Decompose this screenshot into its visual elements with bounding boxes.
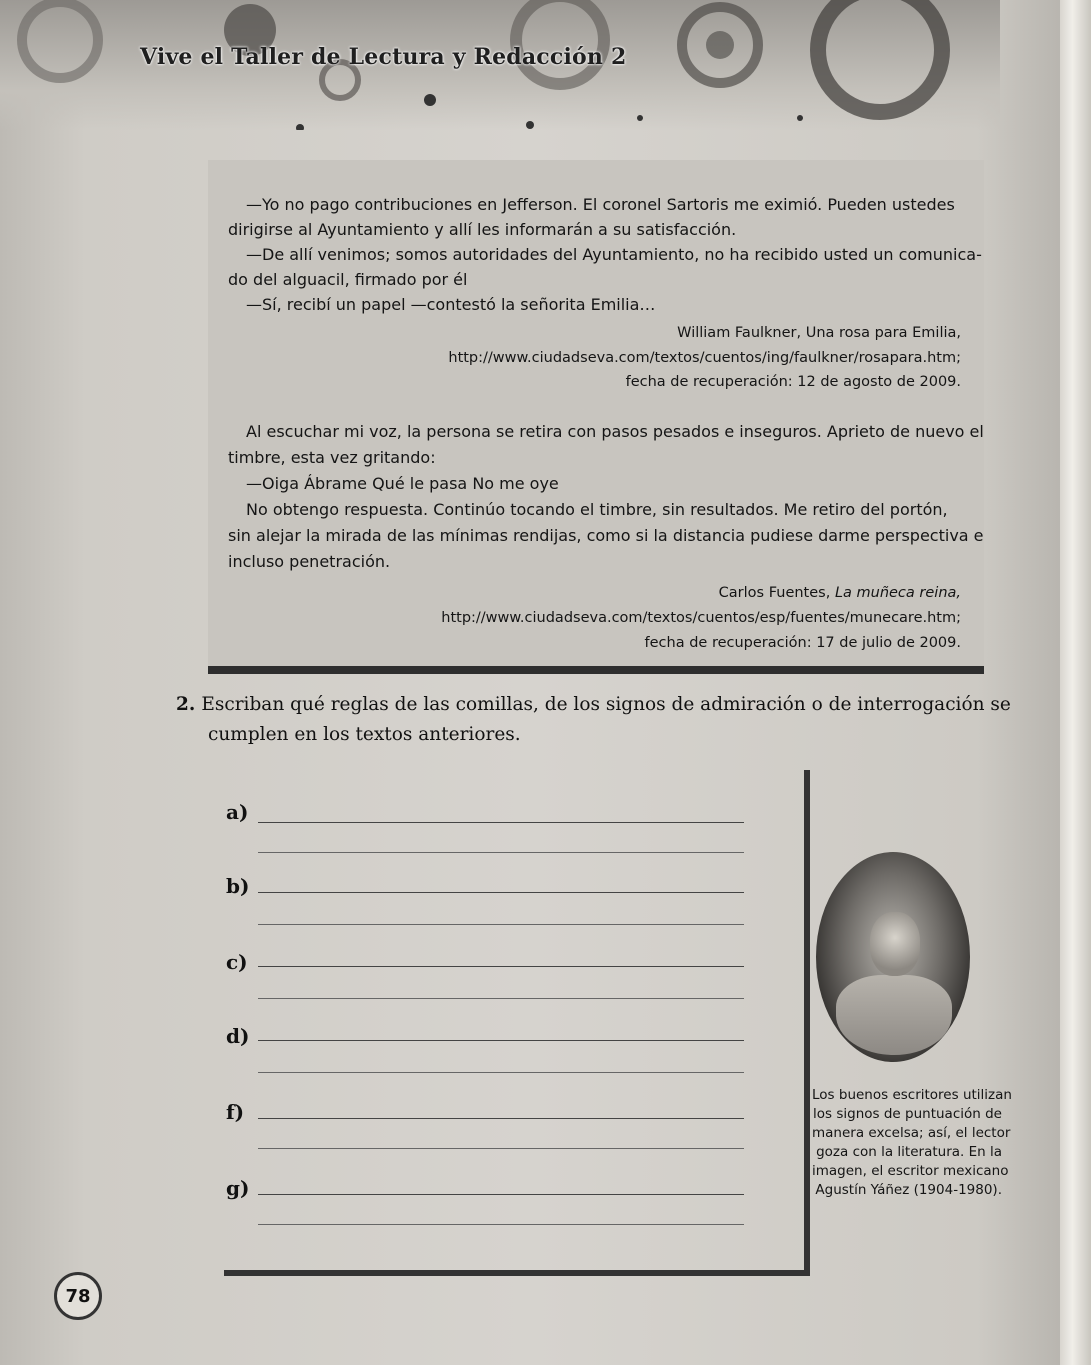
quote2-line-5: sin alejar la mirada de las mínimas rendijas, como si la distancia pudiese darme perspectiva e [228,526,984,545]
answer-label-c: c) [226,950,248,974]
quote2-citation-3: fecha de recuperación: 17 de julio de 2009. [644,635,961,651]
caption-line-6: Agustín Yáñez (1904-1980). [815,1182,1002,1198]
quote1-line-5: —Sí, recibí un papel —contestó la señorita Emilia… [246,295,656,314]
quote1-line-3: —De allí venimos; somos autoridades del Ayuntamiento, no ha recibido usted un comunica- [246,245,982,264]
answer-line-c-2[interactable] [258,998,744,999]
answer-line-g-1[interactable] [258,1194,744,1195]
answer-line-d-2[interactable] [258,1072,744,1073]
quote1-line-4: do del alguacil, firmado por él [228,270,468,289]
answer-line-a-1[interactable] [258,822,744,823]
quote1-citation-2: http://www.ciudadseva.com/textos/cuentos/ing/faulkner/rosapara.htm; [448,350,961,366]
quote1-line-2: dirigirse al Ayuntamiento y allí les informarán a su satisfacción. [228,220,737,239]
portrait-face [870,912,920,976]
quote2-line-2: timbre, esta vez gritando: [228,448,436,467]
answer-label-d: d) [226,1024,250,1048]
book-title: Vive el Taller de Lectura y Redacción 2 [140,44,627,70]
answer-label-b: b) [226,874,250,898]
caption-line-5: imagen, el escritor mexicano [812,1163,1009,1179]
caption-line-2: los signos de puntuación de [813,1106,1002,1122]
answer-label-g: g) [226,1176,250,1200]
caption-line-3: manera excelsa; así, el lector [812,1125,1011,1141]
question-text-2: cumplen en los textos anteriores. [208,724,521,745]
answer-line-b-2[interactable] [258,924,744,925]
quote2-citation-2: http://www.ciudadseva.com/textos/cuentos/esp/fuentes/munecare.htm; [441,610,961,626]
caption-line-1: Los buenos escritores utilizan [812,1087,1012,1103]
quote1-line-1: —Yo no pago contribuciones en Jefferson. El coronel Sartoris me eximió. Pueden ustedes [246,195,955,214]
caption-line-4: goza con la literatura. En la [816,1144,1002,1160]
answer-area [224,770,810,1276]
answer-line-f-2[interactable] [258,1148,744,1149]
quote2-line-1: Al escuchar mi voz, la persona se retira con pasos pesados e inseguros. Aprieto de nuevo el [246,422,984,441]
quote2-line-3: —Oiga Ábrame Qué le pasa No me oye [246,474,559,493]
answer-label-a: a) [226,800,249,824]
quote2-line-4: No obtengo respuesta. Continúo tocando el timbre, sin resultados. Me retiro del portón, [246,500,948,519]
answer-line-c-1[interactable] [258,966,744,967]
answer-line-g-2[interactable] [258,1224,744,1225]
question-number: 2. [176,694,196,715]
quote1-citation-1: William Faulkner, Una rosa para Emilia, [677,325,961,341]
answer-line-d-1[interactable] [258,1040,744,1041]
next-page-edge [1060,0,1091,1365]
section-divider [208,666,984,674]
portrait-shirt [836,975,952,1055]
quote1-citation-3: fecha de recuperación: 12 de agosto de 2009. [625,374,961,390]
quote2-line-6: incluso penetración. [228,552,391,571]
quote2-citation-author [719,585,961,601]
page-number: 78 [54,1272,102,1320]
header-decoration [0,0,1000,130]
citation-author: Carlos Fuentes, [718,585,835,601]
answer-line-a-2[interactable] [258,852,744,853]
answer-line-b-1[interactable] [258,892,744,893]
answer-label-f: f) [226,1100,245,1124]
portrait-caption [812,1086,1012,1200]
answer-line-f-1[interactable] [258,1118,744,1119]
citation-title: La muñeca reina, [834,585,961,601]
question-text-1: Escriban qué reglas de las comillas, de los signos de admiración o de interrogación se [201,694,1011,715]
exercise-question [176,690,1011,750]
